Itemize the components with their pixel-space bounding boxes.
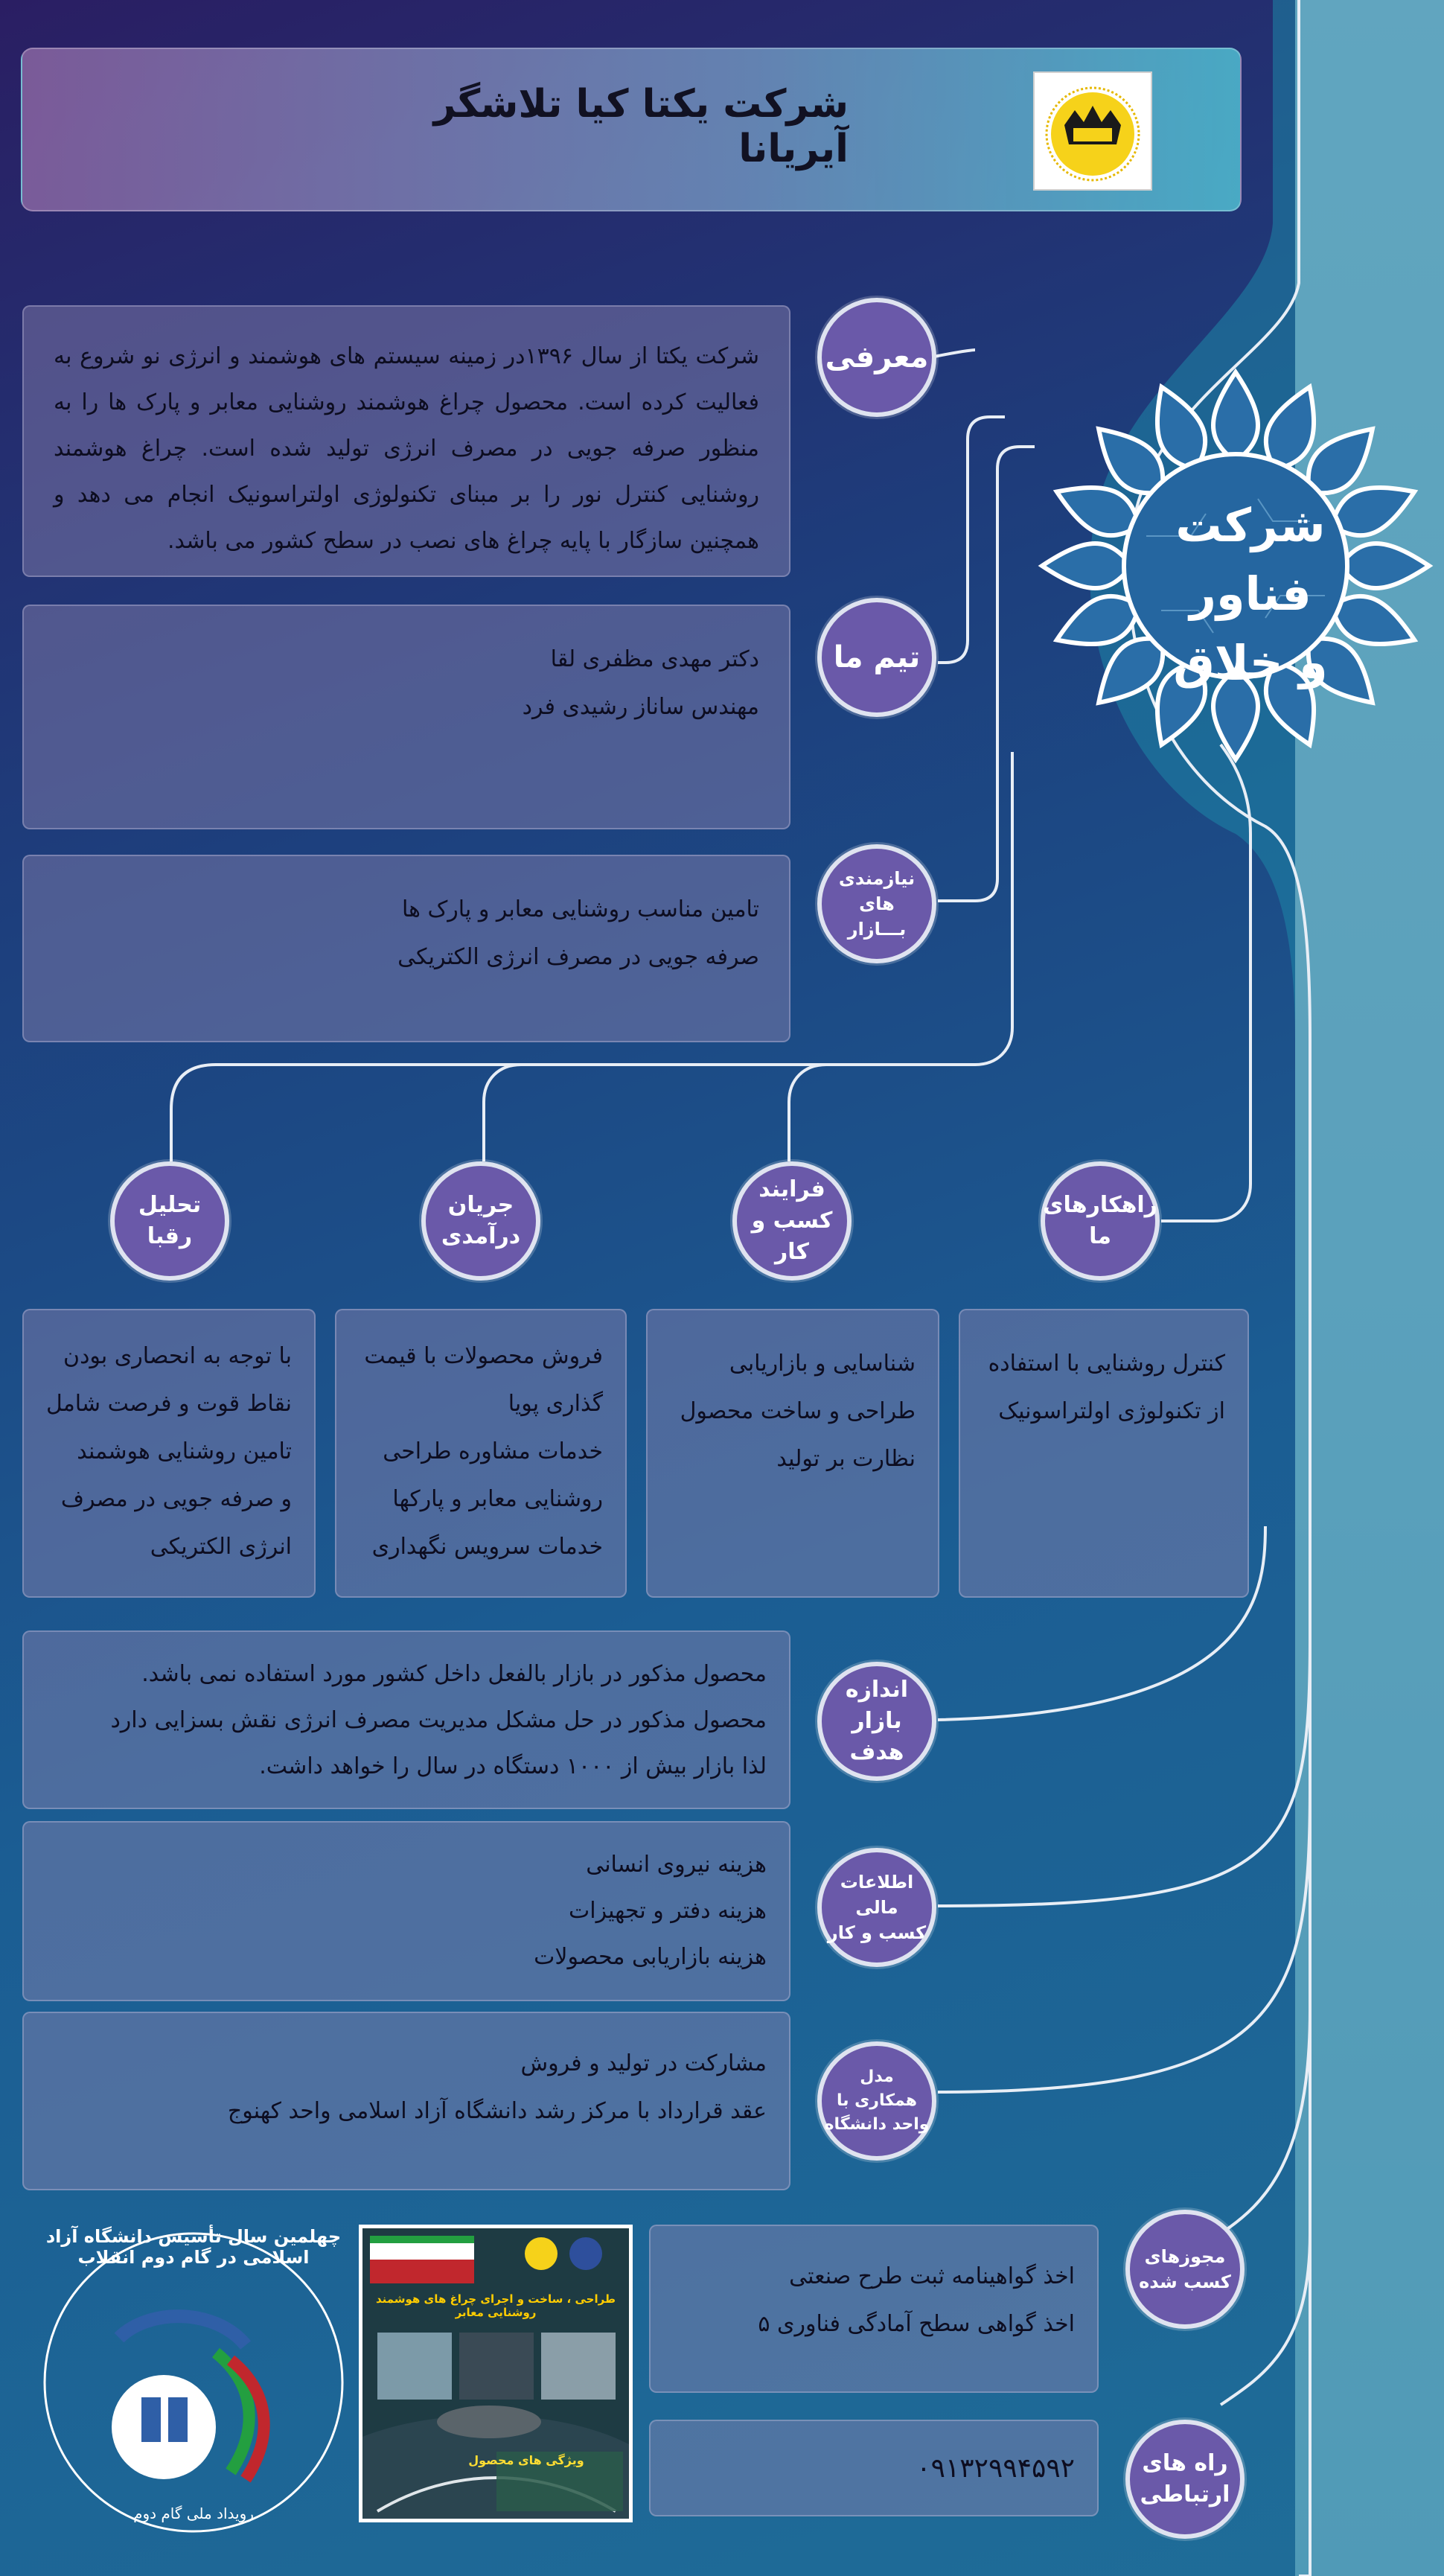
intro-panel xyxy=(22,305,790,577)
cooperation-circle xyxy=(817,2041,936,2161)
intro-label: معرفی xyxy=(825,340,929,374)
badge-text: چهلمین سال تأسیس دانشگاه آزاد اسلامی در گام دوم انقلاب xyxy=(45,2226,342,2268)
financial-item: هزینه دفتر و تجهیزات xyxy=(569,1898,767,1924)
emblem-line-1: شرکت فناور xyxy=(1175,498,1326,621)
revenue-label: جریان xyxy=(447,1192,514,1218)
revenue-item: خدمات مشاوره طراحی xyxy=(383,1438,603,1464)
market-needs-label: بـــازار xyxy=(847,919,907,940)
licenses-label: مجوزهای xyxy=(1144,2246,1226,2267)
target-market-label: هدف xyxy=(849,1739,904,1765)
market-need-item: صرفه جویی در مصرف انرژی الکتریکی xyxy=(397,944,759,970)
team-member: مهندس ساناز رشیدی فرد xyxy=(522,694,759,720)
contact-panel xyxy=(649,2420,1099,2516)
emblem-title xyxy=(1124,491,1377,697)
badge-footer: رویداد ملی گام دوم xyxy=(133,2505,254,2522)
licenses-label: کسب شده xyxy=(1139,2271,1231,2292)
solution-item: کنترل روشنایی با استفاده xyxy=(988,1351,1225,1377)
competitor-item: انرژی الکتریکی xyxy=(150,1534,292,1560)
team-panel xyxy=(22,605,790,829)
team-member: دکتر مهدی مظفری لقا xyxy=(550,646,759,672)
poster-headline: طراحی ، ساخت و اجرای چراغ های هوشمند روشنایی معابر xyxy=(375,2292,616,2319)
revenue-item: گذاری پویا xyxy=(508,1391,603,1417)
revenue-item: روشنایی معابر و پارکها xyxy=(392,1486,603,1512)
cooperation-label: مدل xyxy=(860,2068,894,2086)
intro-circle xyxy=(817,298,936,417)
revenue-circle xyxy=(421,1161,540,1281)
market-needs-panel xyxy=(22,855,790,1042)
cooperation-item: عقد قرارداد با مرکز رشد دانشگاه آزاد اسلامی واحد کهنوج xyxy=(227,2098,767,2124)
revenue-label: درآمدی xyxy=(441,1223,521,1249)
business-process-circle xyxy=(732,1161,852,1281)
poster-image-icon xyxy=(362,2228,629,2519)
cooperation-panel xyxy=(22,2012,790,2190)
competitor-item: تامین روشنایی هوشمند xyxy=(77,1438,292,1464)
licenses-circle xyxy=(1125,2210,1245,2329)
financial-panel xyxy=(22,1821,790,2001)
market-needs-label: نیازمندی های xyxy=(838,868,916,914)
financial-item: هزینه نیروی انسانی xyxy=(586,1852,767,1878)
page-title: شرکت یکتا کیا تلاشگر آیریانا xyxy=(433,82,849,171)
poster-footer: ویژگی های محصول xyxy=(468,2453,584,2467)
financial-item: هزینه بازاریابی محصولات xyxy=(534,1944,767,1970)
licenses-panel xyxy=(649,2225,1099,2393)
company-logo xyxy=(1033,71,1152,191)
license-item: اخذ گواهینامه ثبت طرح صنعتی xyxy=(789,2263,1075,2289)
revenue-item: فروش محصولات با قیمت xyxy=(364,1343,603,1369)
business-process-label: فرایند xyxy=(758,1176,825,1202)
business-process-panel xyxy=(646,1309,939,1598)
solution-item: از تکنولوژی اولتراسونیک xyxy=(998,1398,1225,1424)
target-market-item: محصول مذکور در حل مشکل مدیریت مصرف انرژی نقش بسزایی دارد xyxy=(110,1707,767,1733)
university-anniversary-badge-icon xyxy=(37,2226,350,2539)
cooperation-label: همکاری با xyxy=(836,2091,918,2110)
team-circle xyxy=(817,598,936,717)
competitor-item: نقاط قوت و فرصت شامل xyxy=(45,1391,292,1417)
competitors-label: تحلیل رقبا xyxy=(138,1192,202,1249)
target-market-circle xyxy=(817,1662,936,1781)
competitors-panel xyxy=(22,1309,316,1598)
cooperation-item: مشارکت در تولید و فروش xyxy=(520,2050,767,2076)
product-poster xyxy=(359,2225,633,2522)
business-process-label: کسب و کار xyxy=(751,1208,833,1265)
solutions-panel xyxy=(959,1309,1249,1598)
crown-logo-icon xyxy=(1035,73,1151,189)
revenue-panel xyxy=(335,1309,627,1598)
financial-label: اطلاعات مالی xyxy=(840,1872,914,1918)
process-item: شناسایی و بازاریابی xyxy=(729,1351,916,1377)
contact-label: ارتباطی xyxy=(1140,2481,1230,2508)
cooperation-label: واحد دانشگاه xyxy=(824,2115,930,2134)
emblem-line-2: و خلاق xyxy=(1173,635,1328,689)
solutions-circle xyxy=(1041,1161,1160,1281)
market-need-item: تامین مناسب روشنایی معابر و پارک ها xyxy=(401,896,759,922)
license-item: اخذ گواهی سطح آمادگی فناوری ۵ xyxy=(758,2311,1075,2337)
financial-circle xyxy=(817,1848,936,1967)
solutions-label: ما xyxy=(1089,1223,1111,1249)
team-label: تیم ما xyxy=(833,640,921,675)
target-market-item: محصول مذکور در بازار بالفعل داخل کشور مورد استفاده نمی باشد. xyxy=(141,1661,767,1687)
target-market-panel xyxy=(22,1630,790,1809)
contact-label: راه های xyxy=(1142,2450,1228,2476)
competitor-item: با توجه به انحصاری بودن xyxy=(63,1343,292,1369)
target-market-item: لذا بازار بیش از ۱۰۰۰ دستگاه در سال را خواهد داشت. xyxy=(259,1753,767,1779)
financial-label: کسب و کار xyxy=(827,1922,927,1943)
revenue-item: خدمات سرویس نگهداری xyxy=(371,1534,603,1560)
solutions-label: راهکارهای xyxy=(1043,1192,1157,1218)
phone-number: ۰۹۱۳۲۹۹۴۵۹۲ xyxy=(916,2453,1075,2484)
competitors-circle xyxy=(110,1161,229,1281)
competitor-item: و صرفه جویی در مصرف xyxy=(60,1486,292,1512)
market-needs-circle xyxy=(817,844,936,963)
intro-text: شرکت یکتا از سال ۱۳۹۶در زمینه سیستم های هوشمند و انرژی نو شروع به فعالیت کرده است. محصول چراغ هوشمند روشنایی معابر و پارک ها را به منظور صرفه جویی در مصرف انرژی تولید شده است. چراغ هوشمند روشنایی کنترل نور را بر مبنای تکنولوژی اولتراسونیک انجام می دهد و همچنین سازگار با پایه چراغ های نصب در سطح کشور می باشد. xyxy=(54,343,759,554)
process-item: نظارت بر تولید xyxy=(776,1446,916,1472)
contact-circle xyxy=(1125,2420,1245,2539)
target-market-label: اندازه بازار xyxy=(845,1677,909,1734)
process-item: طراحی و ساخت محصول xyxy=(680,1398,916,1424)
